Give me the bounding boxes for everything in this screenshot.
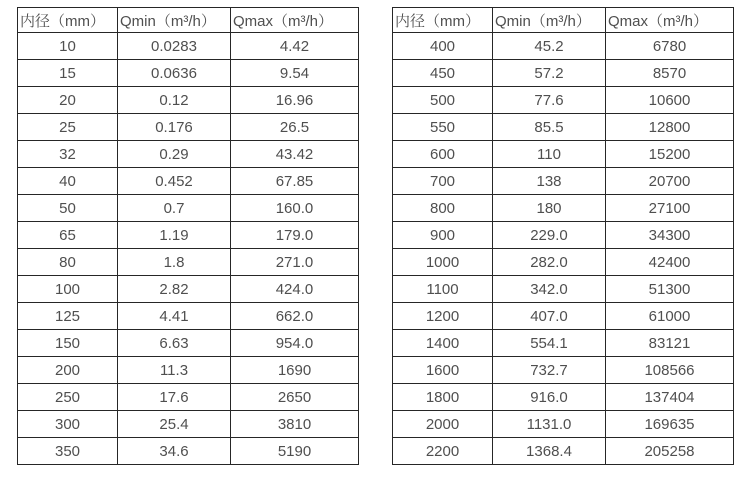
table-row xyxy=(393,141,734,168)
diameter-cell: 2200 xyxy=(393,438,493,465)
diameter-cell: 900 xyxy=(393,222,493,249)
diameter-cell: 1400 xyxy=(393,330,493,357)
qmax-cell: 424.0 xyxy=(231,276,359,303)
table-row xyxy=(393,303,734,330)
column-header-qmax: Qmax（m³/h） xyxy=(231,8,359,33)
table-row xyxy=(393,114,734,141)
qmax-cell: 20700 xyxy=(606,168,734,195)
diameter-cell: 15 xyxy=(18,60,118,87)
qmin-cell: 17.6 xyxy=(118,384,231,411)
qmax-cell: 2650 xyxy=(231,384,359,411)
table-row xyxy=(393,357,734,384)
qmax-cell: 26.5 xyxy=(231,114,359,141)
qmax-cell: 3810 xyxy=(231,411,359,438)
diameter-cell: 250 xyxy=(18,384,118,411)
qmin-cell: 0.176 xyxy=(118,114,231,141)
table-row xyxy=(18,276,359,303)
diameter-cell: 150 xyxy=(18,330,118,357)
qmin-cell: 110 xyxy=(493,141,606,168)
table-row xyxy=(18,357,359,384)
column-header-diameter: 内径（mm） xyxy=(18,8,118,33)
table-row xyxy=(393,384,734,411)
qmin-cell: 0.29 xyxy=(118,141,231,168)
column-header-qmin: Qmin（m³/h） xyxy=(493,8,606,33)
qmax-cell: 15200 xyxy=(606,141,734,168)
diameter-cell: 125 xyxy=(18,303,118,330)
table-row xyxy=(18,60,359,87)
qmin-cell: 138 xyxy=(493,168,606,195)
qmax-cell: 43.42 xyxy=(231,141,359,168)
qmax-cell: 42400 xyxy=(606,249,734,276)
qmin-cell: 45.2 xyxy=(493,33,606,60)
qmax-cell: 205258 xyxy=(606,438,734,465)
qmin-cell: 554.1 xyxy=(493,330,606,357)
qmax-cell: 108566 xyxy=(606,357,734,384)
qmax-cell: 169635 xyxy=(606,411,734,438)
qmax-cell: 10600 xyxy=(606,87,734,114)
qmax-cell: 1690 xyxy=(231,357,359,384)
qmax-cell: 954.0 xyxy=(231,330,359,357)
qmax-cell: 271.0 xyxy=(231,249,359,276)
qmin-cell: 407.0 xyxy=(493,303,606,330)
qmax-cell: 5190 xyxy=(231,438,359,465)
table-row xyxy=(393,33,734,60)
qmin-cell: 2.82 xyxy=(118,276,231,303)
qmax-cell: 67.85 xyxy=(231,168,359,195)
qmin-cell: 57.2 xyxy=(493,60,606,87)
table-row xyxy=(18,33,359,60)
qmin-cell: 342.0 xyxy=(493,276,606,303)
qmin-cell: 229.0 xyxy=(493,222,606,249)
qmin-cell: 6.63 xyxy=(118,330,231,357)
qmax-cell: 4.42 xyxy=(231,33,359,60)
table-row xyxy=(18,249,359,276)
qmin-cell: 11.3 xyxy=(118,357,231,384)
diameter-cell: 300 xyxy=(18,411,118,438)
diameter-cell: 400 xyxy=(393,33,493,60)
diameter-cell: 1800 xyxy=(393,384,493,411)
diameter-cell: 10 xyxy=(18,33,118,60)
diameter-cell: 350 xyxy=(18,438,118,465)
diameter-cell: 500 xyxy=(393,87,493,114)
table-row xyxy=(18,141,359,168)
qmin-cell: 1131.0 xyxy=(493,411,606,438)
qmin-cell: 916.0 xyxy=(493,384,606,411)
qmax-cell: 137404 xyxy=(606,384,734,411)
qmin-cell: 77.6 xyxy=(493,87,606,114)
qmin-cell: 732.7 xyxy=(493,357,606,384)
diameter-cell: 40 xyxy=(18,168,118,195)
header-row xyxy=(393,8,734,33)
qmin-cell: 85.5 xyxy=(493,114,606,141)
diameter-cell: 550 xyxy=(393,114,493,141)
table-row xyxy=(18,330,359,357)
qmax-cell: 179.0 xyxy=(231,222,359,249)
table-row xyxy=(393,411,734,438)
table-row xyxy=(18,438,359,465)
qmax-cell: 160.0 xyxy=(231,195,359,222)
qmin-cell: 1.19 xyxy=(118,222,231,249)
diameter-cell: 1000 xyxy=(393,249,493,276)
qmin-cell: 282.0 xyxy=(493,249,606,276)
qmin-cell: 180 xyxy=(493,195,606,222)
qmax-cell: 16.96 xyxy=(231,87,359,114)
qmin-cell: 1.8 xyxy=(118,249,231,276)
qmax-cell: 9.54 xyxy=(231,60,359,87)
column-header-qmax: Qmax（m³/h） xyxy=(606,8,734,33)
table-row xyxy=(18,411,359,438)
table-row xyxy=(18,195,359,222)
diameter-cell: 1600 xyxy=(393,357,493,384)
qmin-cell: 0.452 xyxy=(118,168,231,195)
qmax-cell: 12800 xyxy=(606,114,734,141)
qmin-cell: 0.7 xyxy=(118,195,231,222)
qmax-cell: 27100 xyxy=(606,195,734,222)
qmin-cell: 1368.4 xyxy=(493,438,606,465)
table-row xyxy=(18,114,359,141)
diameter-cell: 1100 xyxy=(393,276,493,303)
qmin-cell: 0.12 xyxy=(118,87,231,114)
diameter-cell: 600 xyxy=(393,141,493,168)
table-row xyxy=(393,276,734,303)
table-row xyxy=(18,222,359,249)
flow-table-large-diameters xyxy=(392,7,734,465)
qmax-cell: 61000 xyxy=(606,303,734,330)
table-row xyxy=(18,303,359,330)
diameter-cell: 25 xyxy=(18,114,118,141)
table-row xyxy=(18,87,359,114)
table-row xyxy=(393,168,734,195)
diameter-cell: 20 xyxy=(18,87,118,114)
flow-table-small-diameters xyxy=(17,7,359,465)
header-row xyxy=(18,8,359,33)
qmin-cell: 0.0283 xyxy=(118,33,231,60)
table-row xyxy=(393,195,734,222)
table-row xyxy=(393,249,734,276)
diameter-cell: 80 xyxy=(18,249,118,276)
table-row xyxy=(393,330,734,357)
qmax-cell: 83121 xyxy=(606,330,734,357)
table-row xyxy=(393,60,734,87)
qmax-cell: 8570 xyxy=(606,60,734,87)
qmax-cell: 34300 xyxy=(606,222,734,249)
diameter-cell: 450 xyxy=(393,60,493,87)
column-header-diameter: 内径（mm） xyxy=(393,8,493,33)
diameter-cell: 32 xyxy=(18,141,118,168)
qmin-cell: 4.41 xyxy=(118,303,231,330)
qmax-cell: 51300 xyxy=(606,276,734,303)
diameter-cell: 1200 xyxy=(393,303,493,330)
diameter-cell: 100 xyxy=(18,276,118,303)
qmax-cell: 6780 xyxy=(606,33,734,60)
qmin-cell: 0.0636 xyxy=(118,60,231,87)
table-row xyxy=(18,384,359,411)
diameter-cell: 2000 xyxy=(393,411,493,438)
table-row xyxy=(18,168,359,195)
table-row xyxy=(393,438,734,465)
qmin-cell: 25.4 xyxy=(118,411,231,438)
table-row xyxy=(393,87,734,114)
diameter-cell: 200 xyxy=(18,357,118,384)
column-header-qmin: Qmin（m³/h） xyxy=(118,8,231,33)
diameter-cell: 800 xyxy=(393,195,493,222)
qmin-cell: 34.6 xyxy=(118,438,231,465)
diameter-cell: 50 xyxy=(18,195,118,222)
diameter-cell: 700 xyxy=(393,168,493,195)
qmax-cell: 662.0 xyxy=(231,303,359,330)
table-row xyxy=(393,222,734,249)
diameter-cell: 65 xyxy=(18,222,118,249)
